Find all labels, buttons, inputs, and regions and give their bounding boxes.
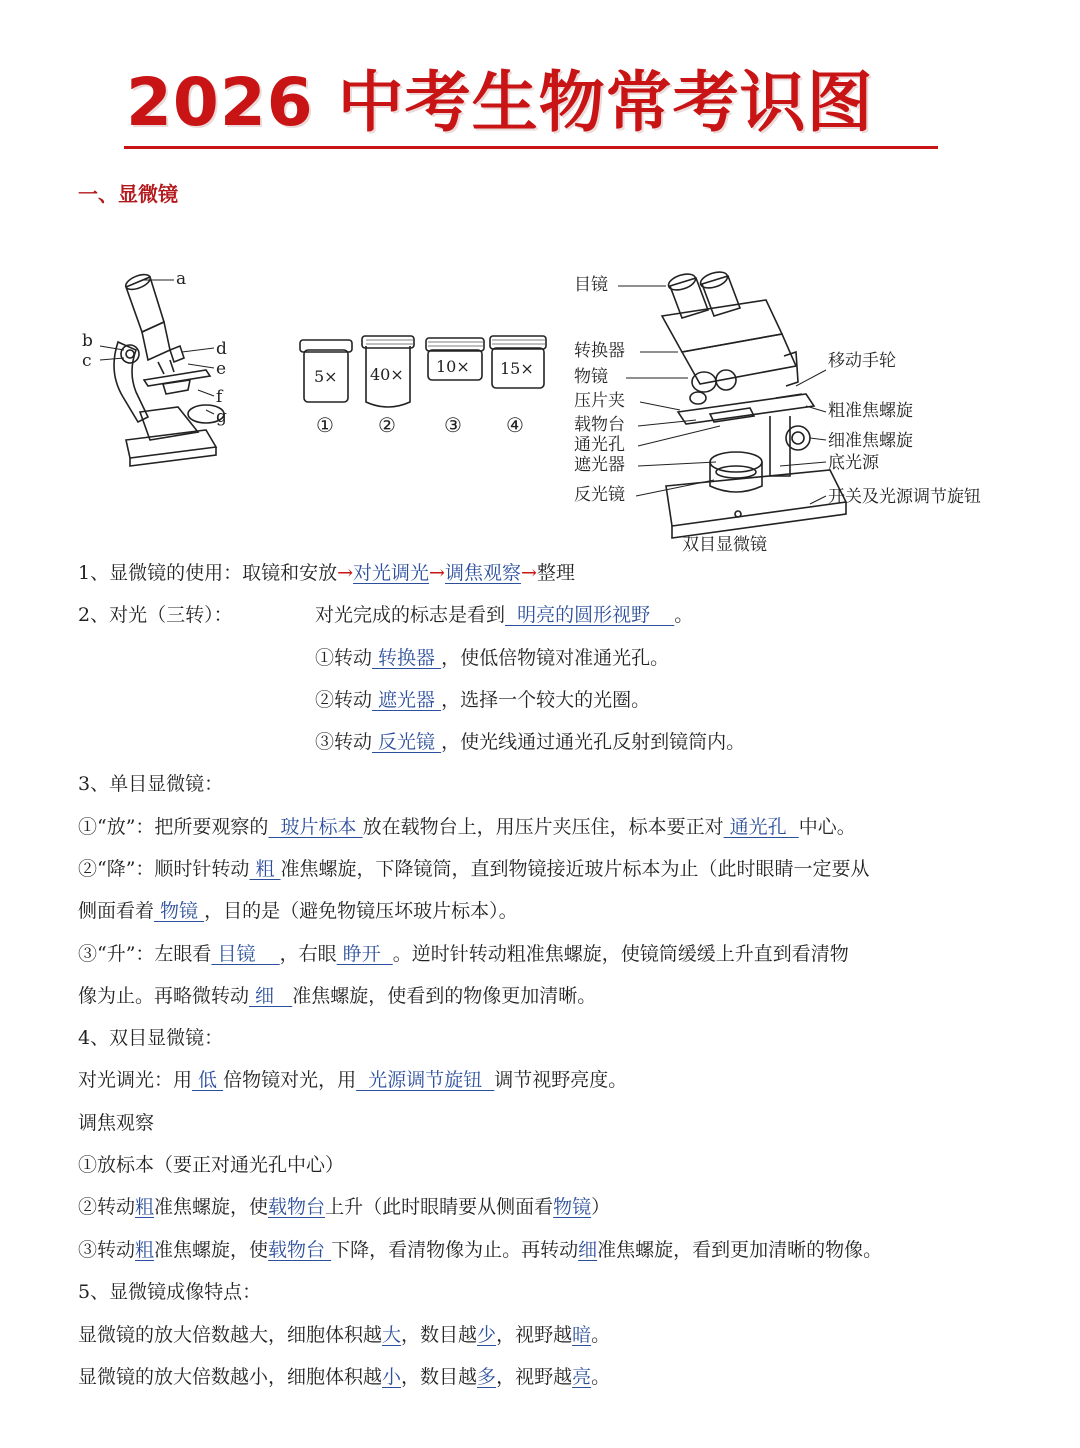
section-heading-microscope: 一、显微镜 xyxy=(78,182,178,206)
answer-blank: 遮光器 xyxy=(372,689,442,711)
answer-blank: 大 xyxy=(382,1324,402,1346)
mono-raise-line-2: 像为止。再略微转动 细 准焦螺旋，使看到的物像更加清晰。 xyxy=(78,985,597,1007)
answer-blank: 目镜 xyxy=(211,943,280,965)
answer-blank: 转换器 xyxy=(372,647,442,669)
answer-blank: 调焦观察 xyxy=(444,562,521,584)
answer-blank: 粗 xyxy=(135,1196,155,1218)
answer-blank: 亮 xyxy=(572,1366,592,1388)
answer-blank: 明亮的圆形视野 xyxy=(505,604,675,626)
bino-label-stage: 载物台 xyxy=(574,415,625,435)
answer-blank: 对光调光 xyxy=(353,562,430,584)
bino-label-objective: 物镜 xyxy=(574,367,608,387)
imaging-rule-1: 显微镜的放大倍数越大，细胞体积越大，数目越少，视野越暗。 xyxy=(78,1324,611,1346)
bino-focus-heading: 调焦观察 xyxy=(78,1112,155,1134)
eyepiece-mag-3: 10× xyxy=(436,357,470,376)
title-underline xyxy=(124,146,938,149)
mono-heading: 3、单目显微镜： xyxy=(78,773,224,795)
bino-label-coarse-focus: 粗准焦螺旋 xyxy=(828,401,913,421)
bino-label-stage-handwheel: 移动手轮 xyxy=(828,351,896,371)
bino-heading: 4、双目显微镜： xyxy=(78,1027,224,1049)
mono-lower-line: ②“降”：顺时针转动 粗 准焦螺旋，下降镜筒，直到物镜接近玻片标本为止（此时眼睛一定要从 xyxy=(78,858,870,880)
eyepiece-num-4: ④ xyxy=(506,413,524,437)
align-label: 2、对光（三转）： xyxy=(78,604,233,626)
bino-label-base-light: 底光源 xyxy=(828,453,879,473)
page-title: 2026 中考生物常考识图 xyxy=(126,64,874,141)
imaging-heading: 5、显微镜成像特点： xyxy=(78,1281,262,1303)
align-sign-line: 对光完成的标志是看到 明亮的圆形视野 。 xyxy=(315,604,694,626)
eyepiece-mag-2: 40× xyxy=(370,365,404,384)
bino-label-eyepiece: 目镜 xyxy=(574,275,608,295)
answer-blank: 通光孔 xyxy=(723,816,799,838)
answer-blank: 粗 xyxy=(249,858,281,880)
eyepiece-mag-1: 5× xyxy=(314,367,338,386)
answer-blank: 睁开 xyxy=(336,943,393,965)
bino-label-stage-clip: 压片夹 xyxy=(574,391,625,411)
bino-label-diaphragm: 遮光器 xyxy=(574,455,625,475)
bino-focus-step-2: ②转动粗准焦螺旋，使载物台上升（此时眼睛要从侧面看物镜） xyxy=(78,1196,611,1218)
align-step-1: ①转动 转换器 ，使低倍物镜对准通光孔。 xyxy=(315,647,670,669)
binocular-microscope-figure xyxy=(570,266,1030,556)
part-label-e: e xyxy=(216,359,227,379)
bino-label-nosepiece: 转换器 xyxy=(574,341,625,361)
bino-label-aperture: 通光孔 xyxy=(574,435,625,455)
answer-blank: 载物台 xyxy=(268,1239,332,1261)
usage-line: 1、显微镜的使用：取镜和安放→对光调光→调焦观察→整理 xyxy=(78,562,575,584)
monocular-microscope-figure xyxy=(78,262,238,472)
answer-blank: 光源调节旋钮 xyxy=(356,1069,495,1091)
answer-blank: 小 xyxy=(382,1366,402,1388)
answer-blank: 物镜 xyxy=(553,1196,592,1218)
eyepiece-mag-4: 15× xyxy=(500,359,534,378)
answer-blank: 细 xyxy=(578,1239,598,1261)
part-label-c: c xyxy=(82,351,92,371)
bino-label-fine-focus: 细准焦螺旋 xyxy=(828,431,913,451)
part-label-a: a xyxy=(176,269,187,289)
imaging-rule-2: 显微镜的放大倍数越小，细胞体积越小，数目越多，视野越亮。 xyxy=(78,1366,611,1388)
eyepiece-lenses-figure xyxy=(296,330,552,442)
part-label-g: g xyxy=(216,407,227,427)
eyepiece-num-2: ② xyxy=(378,413,396,437)
bino-focus-step-3: ③转动粗准焦螺旋，使载物台 下降，看清物像为止。再转动细准焦螺旋，看到更加清晰的物像。 xyxy=(78,1239,883,1261)
answer-blank: 少 xyxy=(477,1324,497,1346)
answer-blank: 多 xyxy=(477,1366,497,1388)
part-label-b: b xyxy=(82,331,93,351)
mono-raise-line: ③“升”：左眼看 目镜 ，右眼 睁开 。逆时针转动粗准焦螺旋，使镜筒缓缓上升直到看清物 xyxy=(78,943,849,965)
bino-label-mirror: 反光镜 xyxy=(574,485,625,505)
answer-blank: 物镜 xyxy=(154,900,205,922)
bino-focus-step-1: ①放标本（要正对通光孔中心） xyxy=(78,1154,345,1176)
answer-blank: 暗 xyxy=(572,1324,592,1346)
part-label-f: f xyxy=(216,387,223,407)
answer-blank: 载物台 xyxy=(268,1196,326,1218)
answer-blank: 反光镜 xyxy=(372,731,442,753)
answer-blank: 低 xyxy=(192,1069,224,1091)
bino-label-light-switch-knob: 开关及光源调节旋钮 xyxy=(828,487,981,507)
bino-figure-caption: 双目显微镜 xyxy=(682,535,767,555)
answer-blank: 粗 xyxy=(135,1239,155,1261)
mono-place-line: ①“放”：把所要观察的 玻片标本 放在载物台上，用压片夹压住，标本要正对 通光孔 中心。 xyxy=(78,816,856,838)
eyepiece-num-1: ① xyxy=(316,413,334,437)
answer-blank: 细 xyxy=(249,985,293,1007)
align-step-2: ②转动 遮光器 ，选择一个较大的光圈。 xyxy=(315,689,651,711)
eyepiece-num-3: ③ xyxy=(444,413,462,437)
part-label-d: d xyxy=(216,339,227,359)
bino-adjust-line: 对光调光：用 低 倍物镜对光，用 光源调节旋钮 调节视野亮度。 xyxy=(78,1069,628,1091)
align-step-3: ③转动 反光镜 ，使光线通过通光孔反射到镜筒内。 xyxy=(315,731,746,753)
answer-blank: 玻片标本 xyxy=(268,816,363,838)
mono-lower-line-2: 侧面看着 物镜 ，目的是（避免物镜压坏玻片标本）。 xyxy=(78,900,518,922)
